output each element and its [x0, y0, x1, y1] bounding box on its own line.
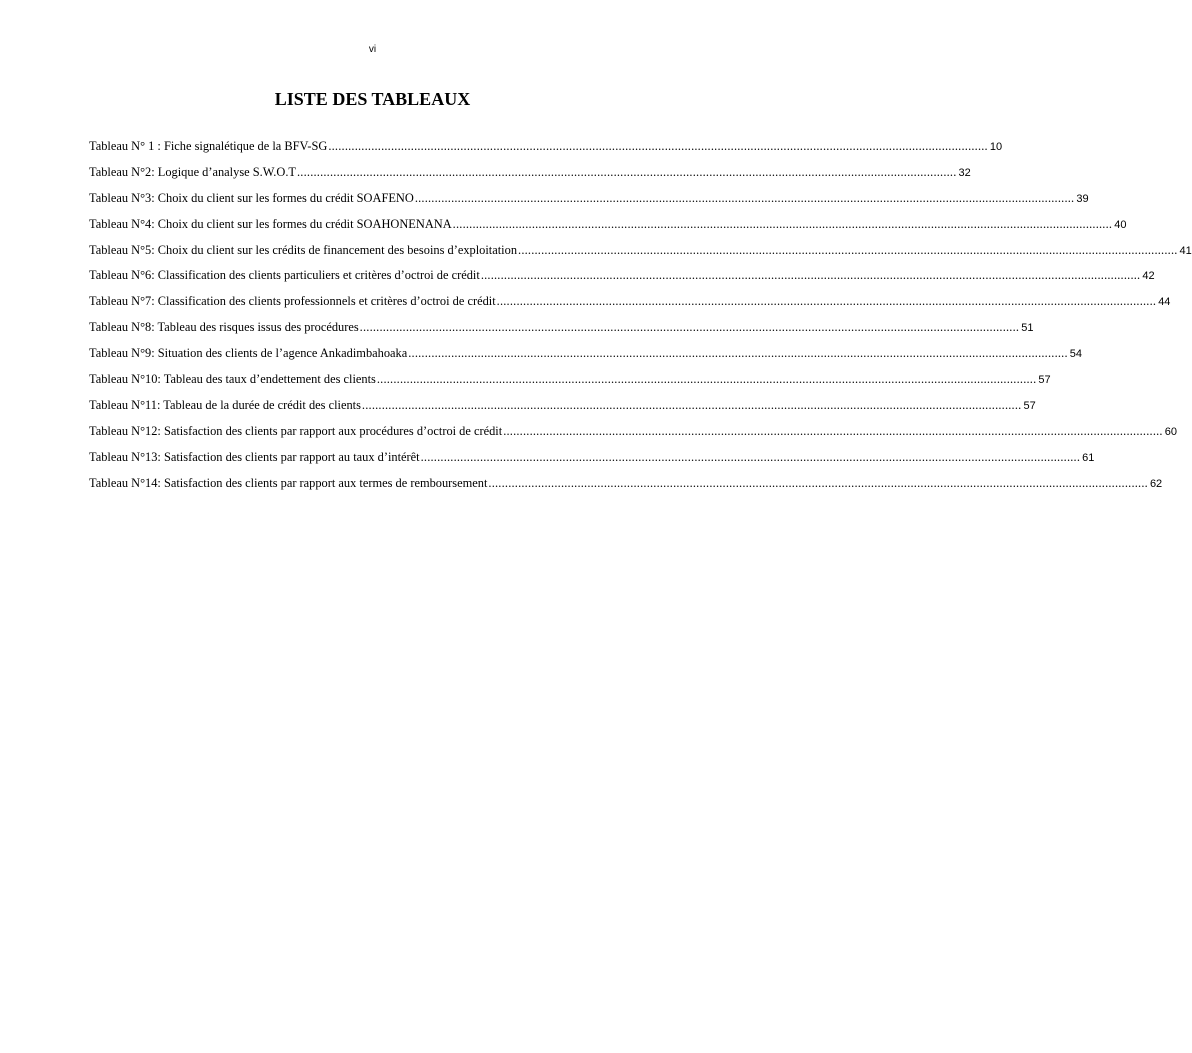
- entry-page-number: 40: [1114, 218, 1127, 231]
- list-item[interactable]: [89, 397, 1036, 424]
- entry-page-number: 10: [989, 141, 1003, 153]
- dot-leader: ........................................................................................................................................................................................................: [480, 268, 1141, 283]
- list-item[interactable]: [89, 216, 1127, 243]
- list-item[interactable]: [89, 320, 1034, 346]
- entry-page-number: 57: [1023, 399, 1036, 412]
- entry-label: Tableau N°5: Choix du client sur les crédits de financement des besoins d’exploitation: [89, 242, 518, 257]
- dot-leader: ........................................................................................................................................................................................................: [503, 423, 1163, 438]
- entry-label: Tableau N°4: Choix du client sur les formes du crédit SOAHONENANA: [89, 216, 452, 231]
- dot-leader: ........................................................................................................................................................................................................: [414, 190, 1075, 205]
- entry-label: Tableau N°12: Satisfaction des clients par rapport aux procédures d’octroi de crédit: [89, 423, 503, 438]
- entry-label: Tableau N°8: Tableau des risques issus des procédures: [89, 320, 359, 335]
- entry-page-number: 51: [1021, 322, 1034, 335]
- dot-leader: ........................................................................................................................................................................................................: [361, 397, 1022, 412]
- page-title: LISTE DES TABLEAUX: [274, 89, 471, 109]
- dot-leader: ........................................................................................................................................................................................................: [496, 294, 1157, 309]
- dot-leader: ........................................................................................................................................................................................................: [297, 164, 957, 179]
- entry-label: Tableau N°3: Choix du client sur les formes du crédit SOAFENO: [89, 190, 414, 205]
- entry-page-number: 57: [1038, 374, 1051, 387]
- entry-label: Tableau N°13: Satisfaction des clients par rapport au taux d’intérêt: [89, 449, 420, 464]
- list-item[interactable]: [89, 346, 1083, 372]
- entry-page-number: 41: [1179, 244, 1192, 257]
- dot-leader: ........................................................................................................................................................................................................: [488, 475, 1148, 490]
- list-item[interactable]: [89, 294, 1171, 320]
- list-item[interactable]: [89, 164, 971, 191]
- dot-leader: ........................................................................................................................................................................................................: [452, 216, 1113, 231]
- entry-page-number: 44: [1158, 296, 1171, 309]
- entry-label: Tableau N°10: Tableau des taux d’endettement des clients: [89, 372, 376, 387]
- dot-leader: ........................................................................................................................................................................................................: [376, 372, 1037, 387]
- dot-leader: ........................................................................................................................................................................................................: [420, 449, 1081, 464]
- entry-page-number: 61: [1082, 451, 1095, 464]
- entry-page-number: 32: [958, 166, 971, 179]
- list-item[interactable]: [89, 190, 1089, 217]
- dot-leader: ........................................................................................................................................................................................................: [518, 242, 1178, 257]
- entry-label: Tableau N°14: Satisfaction des clients par rapport aux termes de remboursement: [89, 475, 488, 490]
- entry-label: Tableau N° 1 : Fiche signalétique de la BFV-SG: [89, 139, 328, 153]
- entry-page-number: 39: [1076, 192, 1089, 205]
- entry-page-number: 54: [1069, 348, 1083, 361]
- list-item[interactable]: [89, 372, 1051, 398]
- entry-label: Tableau N°7: Classification des clients professionnels et critères d’octroi de crédit: [89, 294, 496, 309]
- list-item[interactable]: [89, 268, 1155, 294]
- page-number: vi: [368, 44, 377, 55]
- list-item[interactable]: [89, 242, 1192, 269]
- entry-label: Tableau N°11: Tableau de la durée de crédit des clients: [89, 397, 361, 412]
- entry-page-number: 42: [1142, 270, 1155, 283]
- entry-page-number: 62: [1149, 477, 1163, 490]
- entry-label: Tableau N°9: Situation des clients de l’agence Ankadimbahoaka: [89, 346, 408, 361]
- entry-label: Tableau N°2: Logique d’analyse S.W.O.T: [89, 164, 296, 179]
- table-list: [89, 139, 1192, 501]
- list-item[interactable]: [89, 475, 1163, 502]
- list-item[interactable]: [89, 139, 1003, 165]
- entry-label: Tableau N°6: Classification des clients particuliers et critères d’octroi de crédit: [89, 268, 480, 283]
- dot-leader: ........................................................................................................................................................................................................: [328, 139, 988, 153]
- dot-leader: ........................................................................................................................................................................................................: [408, 346, 1068, 361]
- entry-page-number: 60: [1164, 425, 1177, 438]
- list-item[interactable]: [89, 423, 1177, 450]
- dot-leader: ........................................................................................................................................................................................................: [359, 320, 1020, 335]
- list-item[interactable]: [89, 449, 1095, 476]
